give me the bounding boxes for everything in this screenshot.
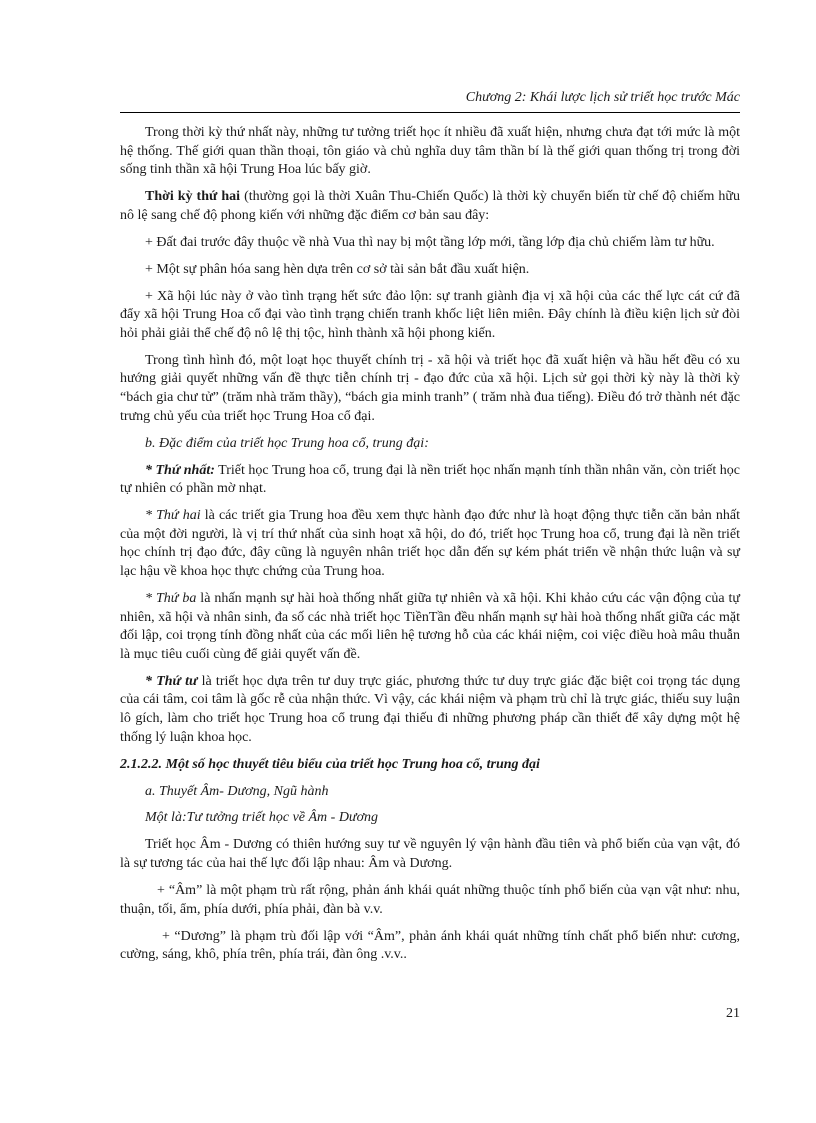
italic-lead: * Thứ ba bbox=[145, 590, 197, 606]
page-number: 21 bbox=[726, 1006, 740, 1021]
chapter-header: Chương 2: Khái lược lịch sử triết học trước Mác bbox=[465, 90, 740, 105]
paragraph-text: Triết học Trung hoa cổ, trung đại là nền triết học nhấn mạnh tính thần nhân văn, còn triết học tự nhiên có phần mờ nhạt. bbox=[120, 462, 740, 497]
paragraph bbox=[120, 188, 740, 225]
paragraph-text: (thường gọi là thời Xuân Thu-Chiến Quốc) là thời kỳ chuyển biến từ chế độ chiếm hữu nô lệ sang chế độ phong kiến với những đặc điểm cơ bản sau đây: bbox=[120, 189, 741, 223]
paragraph-text: là nhấn mạnh sự hài hoà thống nhất giữa tự nhiên và xã hội. Khi khảo cứu các vận động của tự nhiên, xã hội và nhân sinh, đa số các nhà triết học TiềnTần đều nhấn mạnh sự hài hoà thống nhất giữa các mặt đối lập, coi trọng tính đồng nhất của các mối liên hệ tương hỗ của các khái niệm, coi việc điều hoà mâu thuẫn là mục tiêu cuối cùng để giải quyết vấn đề. bbox=[120, 590, 741, 662]
paragraph: + Xã hội lúc này ở vào tình trạng hết sức đảo lộn: sự tranh giành địa vị xã hội của các thế lực cát cứ đã đẩy xã hội Trung Hoa cổ đại vào tình trạng chiến tranh khốc liệt liên miên. Đây chính là điều kiện lịch sử đòi hỏi phải giải thể chế độ nô lệ thị tộc, hình thành xã hội phong kiến. bbox=[120, 288, 740, 341]
paragraph-text: là triết học dựa trên tư duy trực giác, phương thức tư duy trực giác đặc biệt coi trọng tác dụng của cái tâm, coi tâm là gốc rễ của nhận thức. Vì vậy, các khái niệm và phạm trù chỉ là trực giác, thiếu suy luận lô gích, làm cho triết học Trung hoa cổ trung đại thiếu đi những phương pháp cần thiết để xây dựng một hệ thống lý luận khoa học. bbox=[120, 673, 740, 745]
subsection-title: Một là:Tư tưởng triết học về Âm - Dương bbox=[145, 810, 379, 826]
paragraph: Trong thời kỳ thứ nhất này, những tư tưởng triết học ít nhiều đã xuất hiện, nhưng chưa đạt tới mức là một hệ thống. Thế giới quan thần thoại, tôn giáo và chủ nghĩa duy tâm thần bí là thế giới quan thống trị trong đời sống tinh thần xã hội Trung Hoa lúc bấy giờ. bbox=[120, 125, 740, 178]
paragraph: + Một sự phân hóa sang hèn dựa trên cơ sở tài sản bắt đầu xuất hiện. bbox=[145, 261, 530, 277]
section-heading: 2.1.2.2. Một số học thuyết tiêu biểu của triết học Trung hoa cổ, trung đại bbox=[120, 756, 540, 772]
paragraph bbox=[120, 673, 740, 747]
page-body bbox=[120, 124, 740, 973]
paragraph: Trong tình hình đó, một loạt học thuyết chính trị - xã hội và triết học đã xuất hiện và hầu hết đều có xu hướng giải quyết những vấn đề thực tiễn chính trị - đạo đức của xã hội. Lịch sử gọi thời kỳ này là thời kỳ “bách gia chư tử” (trăm nhà trăm thầy), “bách gia minh tranh” ( trăm nhà đua tiếng). Điều đó trở thành nét đặc trưng chủ yếu của triết học Trung Hoa cổ đại. bbox=[120, 352, 740, 424]
italic-lead: * Thứ hai bbox=[145, 508, 201, 524]
bold-lead: Thời kỳ thứ hai bbox=[145, 189, 241, 205]
paragraph bbox=[120, 507, 740, 581]
italic-lead: * Thứ tư bbox=[145, 673, 198, 689]
paragraph-text: là các triết gia Trung hoa đều xem thực hành đạo đức như là hoạt động thực tiễn căn bản nhất của một đời người, là vị trí thứ nhất của sinh hoạt xã hội, do đó, triết học Trung hoa cổ, trung đại là nền triết học chính trị đạo đức, đây cũng là nguyên nhân triết học dẫn đến sự kém phát triển về nhận thức luận và sự lạc hậu về khoa học thực chứng của Trung hoa. bbox=[120, 508, 741, 579]
header-rule bbox=[120, 112, 740, 113]
paragraph: Triết học Âm - Dương có thiên hướng suy tư về nguyên lý vận hành đầu tiên và phổ biến của vạn vật, đó là sự tương tác của hai thế lực đối lập nhau: Âm và Dương. bbox=[120, 837, 740, 872]
italic-lead: * Thứ nhất: bbox=[145, 462, 215, 478]
paragraph: + “Dương” là phạm trù đối lập với “Âm”, phản ánh khái quát những tính chất phổ biến như: cương, cường, sáng, khô, phía trên, phía trái, đàn ông .v.v.. bbox=[120, 928, 740, 963]
paragraph bbox=[120, 462, 740, 499]
subsection-title: a. Thuyết Âm- Dương, Ngũ hành bbox=[145, 783, 329, 799]
paragraph bbox=[120, 590, 740, 664]
paragraph: + Đất đai trước đây thuộc về nhà Vua thì nay bị một tầng lớp mới, tầng lớp địa chủ chiếm làm tư hữu. bbox=[145, 234, 715, 250]
paragraph: + “Âm” là một phạm trù rất rộng, phản ánh khái quát những thuộc tính phổ biến của vạn vật như: nhu, thuận, tối, ẩm, phía dưới, phía phải, đàn bà v.v. bbox=[120, 883, 740, 917]
subsection-title: b. Đặc điểm của triết học Trung hoa cổ, trung đại: bbox=[145, 435, 429, 451]
